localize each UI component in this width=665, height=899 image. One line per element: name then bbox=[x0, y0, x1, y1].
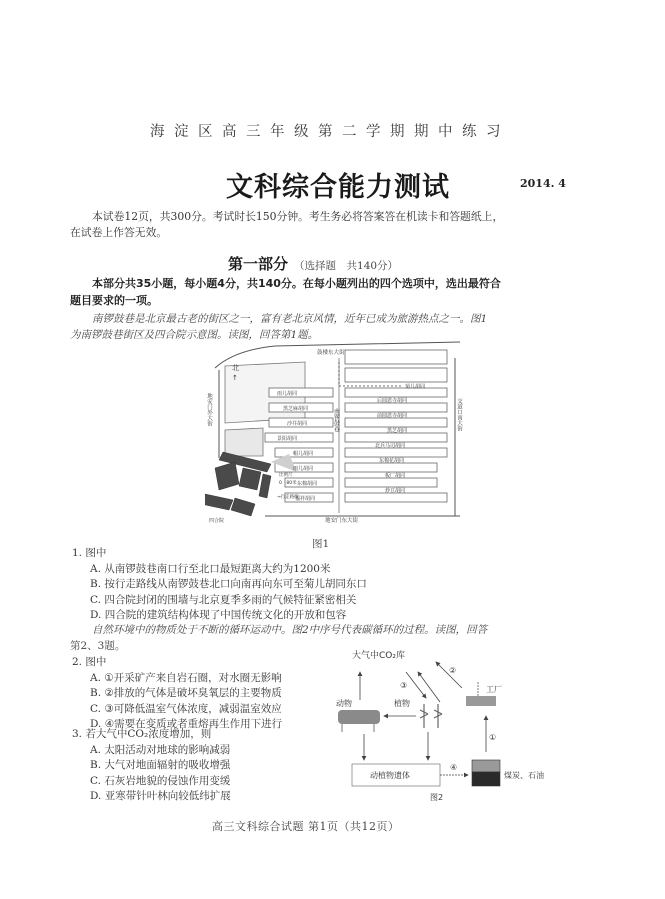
svg-text:比例尺: 比例尺 bbox=[279, 473, 293, 478]
svg-text:沙井胡同: 沙井胡同 bbox=[287, 421, 308, 427]
instructions-line-2: 题目要求的一项。 bbox=[70, 294, 158, 307]
instructions-line-1: 本部分共35小题，每小题4分，共140分。在每小题列出的四个选项中，选出最符合 bbox=[92, 277, 501, 290]
question-2-option-d: D. ④需要在变质或者重熔再生作用下进行 bbox=[90, 718, 283, 730]
atmosphere-co2-label: 大气中CO₂库 bbox=[352, 651, 405, 661]
svg-text:东棉胡同: 东棉胡同 bbox=[297, 481, 318, 487]
page-footer: 高三文科综合试题 第1页（共12页） bbox=[212, 820, 400, 833]
svg-text:四合院: 四合院 bbox=[209, 518, 225, 524]
svg-text:→行走路线: →行走路线 bbox=[277, 495, 299, 500]
page-title: 文科综合能力测试 bbox=[226, 172, 450, 203]
svg-text:炒豆胡同: 炒豆胡同 bbox=[385, 488, 406, 494]
passage-2-line-2: 第2、3题。 bbox=[70, 640, 126, 652]
question-1 bbox=[72, 546, 592, 624]
svg-text:③: ③ bbox=[400, 681, 408, 690]
passage-1-line-1: 南锣鼓巷是北京最古老的街区之一，富有老北京风情，近年已成为旅游热点之一。图1 bbox=[92, 313, 488, 325]
question-3 bbox=[72, 727, 342, 805]
part-one-heading bbox=[228, 253, 398, 274]
svg-text:南锣鼓巷: 南锣鼓巷 bbox=[332, 408, 340, 432]
question-2-stem: 2. 图中 bbox=[72, 656, 107, 668]
question-1-stem: 1. 图中 bbox=[72, 547, 107, 559]
animals-label: 动物 bbox=[336, 699, 352, 708]
part-one-title: 第一部分 bbox=[228, 255, 289, 273]
figure-1-caption: 图1 bbox=[312, 538, 330, 550]
svg-text:①: ① bbox=[489, 733, 497, 742]
question-1-option-c: C. 四合院封闭的围墙与北京夏季多雨的气候特征紧密相关 bbox=[90, 593, 357, 606]
label-top-street: 鼓楼东大街 bbox=[317, 350, 345, 356]
svg-text:0 80米: 0 80米 bbox=[279, 481, 297, 486]
figure-1-map bbox=[205, 338, 469, 524]
svg-text:黑芝胡同: 黑芝胡同 bbox=[387, 428, 408, 434]
hutong-map-graphic bbox=[205, 338, 469, 524]
question-2 bbox=[72, 655, 342, 733]
svg-text:帽儿胡同: 帽儿胡同 bbox=[293, 451, 314, 457]
svg-text:前圆恩寺胡同: 前圆恩寺胡同 bbox=[377, 413, 408, 419]
intro-line-2: 在试卷上作答无效。 bbox=[70, 226, 168, 239]
question-2-option-c: C. ③可降低温室气体浓度，减弱温室效应 bbox=[90, 702, 282, 715]
svg-text:↑: ↑ bbox=[232, 374, 238, 382]
question-3-option-c: C. 石灰岩地貌的侵蚀作用变缓 bbox=[90, 774, 231, 787]
svg-text:北兵马司胡同: 北兵马司胡同 bbox=[375, 443, 406, 449]
part-one-note: （选择题 共140分） bbox=[294, 260, 399, 272]
exam-date: 2014. 4 bbox=[520, 177, 566, 190]
figure-2-carbon-cycle bbox=[332, 642, 572, 814]
passage-1-line-2: 为南锣鼓巷街区及四合院示意图。读图，回答第1题。 bbox=[70, 329, 319, 341]
label-bottom-street: 地安门东大街 bbox=[325, 518, 359, 524]
remains-label: 动植物遗体 bbox=[370, 771, 410, 780]
svg-text:④: ④ bbox=[450, 763, 458, 772]
svg-text:福祥胡同: 福祥胡同 bbox=[295, 496, 316, 502]
factory-label: 工厂 bbox=[486, 685, 502, 694]
school-exam-line: 海淀区高三年级第二学期期中练习 bbox=[150, 124, 510, 140]
question-1-option-b: B. 按行走路线从南锣鼓巷北口向南再向东可至菊儿胡同东口 bbox=[90, 578, 367, 590]
svg-text:板厂胡同: 板厂胡同 bbox=[385, 473, 406, 479]
svg-text:雨儿胡同: 雨儿胡同 bbox=[277, 391, 298, 397]
figure-2-caption: 图2 bbox=[430, 793, 444, 802]
question-3-option-b: B. 大气对地面辐射的吸收增强 bbox=[90, 759, 231, 771]
svg-text:景阳胡同: 景阳胡同 bbox=[277, 436, 298, 442]
svg-text:后圆恩寺胡同: 后圆恩寺胡同 bbox=[377, 398, 408, 404]
north-arrow-label: 北 bbox=[232, 364, 239, 372]
exam-intro bbox=[70, 209, 590, 241]
part-one-instructions bbox=[70, 275, 598, 309]
svg-text:雨儿胡同: 雨儿胡同 bbox=[293, 466, 314, 472]
svg-text:交道口南大街: 交道口南大街 bbox=[456, 398, 462, 431]
svg-text:②: ② bbox=[449, 666, 457, 675]
svg-text:地安门外大街: 地安门外大街 bbox=[206, 393, 212, 426]
question-2-option-b: B. ②排放的气体是破坏臭氧层的主要物质 bbox=[90, 687, 282, 699]
intro-line-1: 本试卷12页，共300分。考试时长150分钟。考生务必将答案答在机读卡和答题纸上， bbox=[92, 210, 504, 223]
question-2-option-a: A. ①开采矿产来自岩石圈，对水圈无影响 bbox=[90, 671, 282, 684]
svg-text:黑芝麻胡同: 黑芝麻胡同 bbox=[283, 406, 309, 412]
question-1-option-a: A. 从南锣鼓巷南口行至北口最短距离大约为1200米 bbox=[90, 562, 331, 575]
plants-label: 植物 bbox=[394, 699, 410, 708]
carbon-cycle-graphic bbox=[332, 642, 572, 814]
svg-text:东棉花胡同: 东棉花胡同 bbox=[379, 458, 405, 464]
question-3-option-a: A. 太阳活动对地球的影响减弱 bbox=[90, 743, 231, 756]
question-1-option-d: D. 四合院的建筑结构体现了中国传统文化的开放和包容 bbox=[90, 609, 347, 621]
passage-2-line-1: 自然环境中的物质处于不断的循环运动中。图2中序号代表碳循环的过程。读图，回答 bbox=[92, 624, 488, 636]
question-3-option-d: D. 亚寒带针叶林向较低纬扩展 bbox=[90, 790, 231, 802]
svg-text:菊儿胡同: 菊儿胡同 bbox=[405, 384, 426, 390]
question-3-stem: 3. 若大气中CO₂浓度增加，则 bbox=[72, 728, 212, 740]
fossil-label: 煤炭、石油 bbox=[504, 771, 544, 780]
